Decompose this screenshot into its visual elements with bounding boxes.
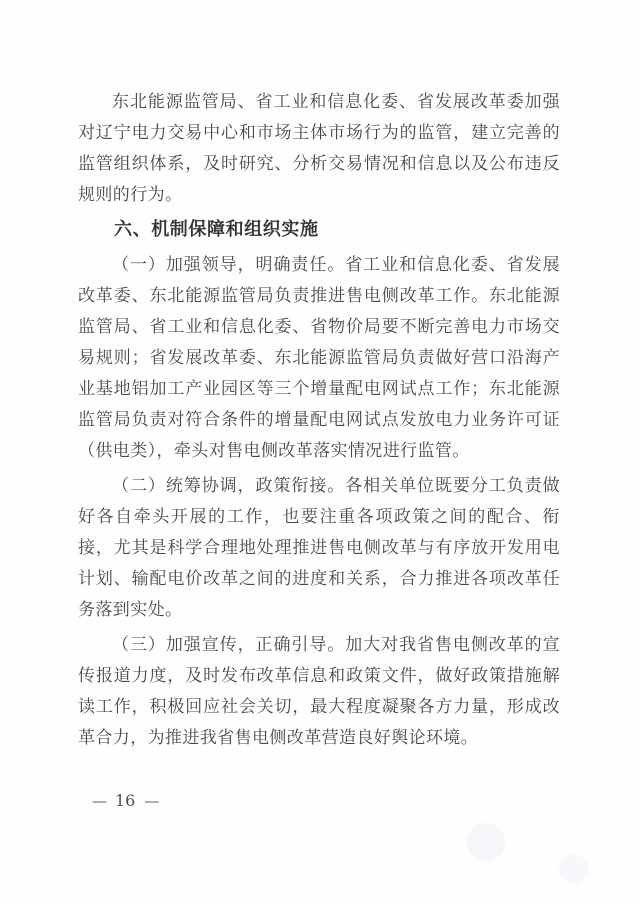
paragraph-item-two: （二）统筹协调，政策衔接。各相关单位既要分工负责做好各自牵头开展的工作，也要注重各项政策之间的配合、衔接，尤其是科学合理地处理推进售电侧改革与有序放开发用电计划、输配电价改革之间的进度和关系，合力推进各项改革任务落到实处。 [78,476,560,619]
footer-dash-left: — [92,791,106,810]
paragraph-item-one: （一）加强领导，明确责任。省工业和信息化委、省发展改革委、东北能源监管局负责推进售电侧改革工作。东北能源监管局、省工业和信息化委、省物价局要不断完善电力市场交易规则；省发展改革委、东北能源监管局负责做好营口沿海产业基地铝加工产业园区等三个增量配电网试点工作；东北能源监管局负责对符合条件的增量配电网试点发放电力业务许可证（供电类），牵头对售电侧改革落实情况进行监管。 [78,255,560,460]
page-footer [92,791,158,810]
section-heading-six: 六、机制保障和组织实施 [114,219,319,239]
paragraph-item-three: （三）加强宣传，正确引导。加大对我省售电侧改革的宣传报道力度，及时发布改革信息和政策文件，做好政策措施解读工作，积极回应社会关切，最大程度凝聚各方力量，形成改革合力，为推进我省售电侧改革营造良好舆论环境。 [78,635,560,747]
document-body [78,86,560,757]
paragraph-supervision: 东北能源监管局、省工业和信息化委、省发展改革委加强对辽宁电力交易中心和市场主体市场行为的监管，建立完善的监管组织体系，及时研究、分析交易情况和信息以及公布违反规则的行为。 [78,92,560,204]
page-number: 16 [115,791,136,810]
footer-dash-right: — [144,791,159,810]
